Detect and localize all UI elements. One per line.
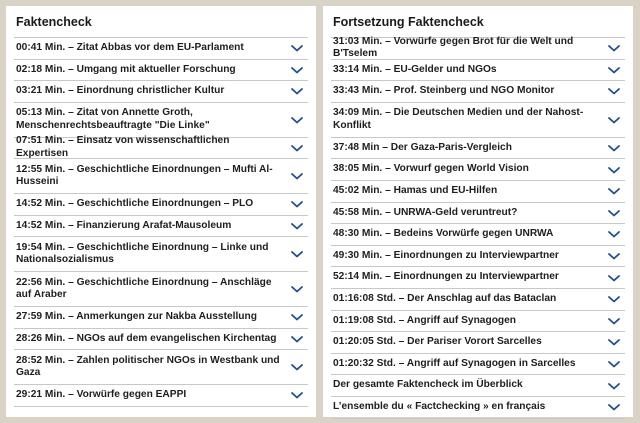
accordion-item-label: 01:20:05 Std. – Der Pariser Vorort Sarcelles	[333, 336, 542, 348]
accordion-item[interactable]	[331, 224, 625, 246]
accordion-item[interactable]	[331, 267, 625, 289]
accordion-item[interactable]	[331, 332, 625, 354]
accordion-item[interactable]	[331, 81, 625, 103]
accordion-item[interactable]	[331, 354, 625, 376]
accordion-item-label: 12:55 Min. – Geschichtliche Einordnungen – Mufti Al-Husseini	[16, 163, 273, 187]
accordion-item-label: 14:52 Min. – Finanzierung Arafat-Mausoleum	[16, 219, 232, 231]
accordion-item[interactable]	[14, 103, 308, 138]
chevron-down-icon[interactable]	[607, 208, 621, 218]
accordion-item[interactable]	[14, 237, 308, 272]
accordion-list	[14, 38, 308, 407]
chevron-down-icon[interactable]	[607, 186, 621, 196]
chevron-down-icon[interactable]	[290, 249, 304, 259]
accordion-item-label: 52:14 Min. – Einordnungen zu Interviewpartner	[333, 271, 559, 283]
accordion-item[interactable]	[331, 203, 625, 225]
fortsetzung-faktencheck-panel	[323, 6, 633, 417]
chevron-down-icon[interactable]	[607, 402, 621, 412]
chevron-down-icon[interactable]	[290, 43, 304, 53]
chevron-down-icon[interactable]	[290, 143, 304, 153]
accordion-item[interactable]	[14, 272, 308, 307]
accordion-item[interactable]	[14, 216, 308, 238]
accordion-item[interactable]	[14, 194, 308, 216]
chevron-down-icon[interactable]	[607, 43, 621, 53]
accordion-item[interactable]	[331, 181, 625, 203]
chevron-down-icon[interactable]	[607, 294, 621, 304]
accordion-item[interactable]	[331, 397, 625, 419]
chevron-down-icon[interactable]	[290, 312, 304, 322]
chevron-down-icon[interactable]	[290, 390, 304, 400]
accordion-item-label: 34:09 Min. – Die Deutschen Medien und der Nahost-Konflikt	[333, 107, 584, 131]
accordion-item-label: 00:41 Min. – Zitat Abbas vor dem EU-Parlament	[16, 42, 244, 53]
chevron-down-icon[interactable]	[607, 316, 621, 326]
accordion-item-label: 19:54 Min. – Geschichtliche Einordnung – Linke und Nationalsozialismus	[16, 241, 269, 265]
accordion-item[interactable]	[331, 246, 625, 268]
accordion-item-label: 28:26 Min. – NGOs auf dem evangelischen Kirchentag	[16, 332, 277, 344]
chevron-down-icon[interactable]	[290, 115, 304, 125]
panel-title: Faktencheck	[14, 10, 308, 38]
accordion-item-label: 01:19:08 Std. – Angriff auf Synagogen	[333, 314, 517, 326]
accordion-item-label: 31:03 Min. – Vorwürfe gegen Brot für die Welt und B'Tselem	[333, 35, 574, 60]
chevron-down-icon[interactable]	[607, 115, 621, 125]
accordion-item[interactable]	[14, 329, 308, 351]
chevron-down-icon[interactable]	[607, 337, 621, 347]
accordion-item[interactable]	[14, 159, 308, 194]
accordion-list	[331, 35, 625, 419]
chevron-down-icon[interactable]	[607, 381, 621, 391]
accordion-item-label: L’ensemble du « Factchecking » en français	[333, 400, 546, 412]
chevron-down-icon[interactable]	[607, 359, 621, 369]
accordion-item[interactable]	[14, 307, 308, 329]
faktencheck-panel	[6, 6, 316, 417]
chevron-down-icon[interactable]	[290, 334, 304, 344]
accordion-item-label: 33:14 Min. – EU-Gelder und NGOs	[333, 63, 497, 75]
accordion-item-label: 28:52 Min. – Zahlen politischer NGOs in Westbank und Gaza	[16, 354, 280, 378]
chevron-down-icon[interactable]	[607, 86, 621, 96]
accordion-item-label: 45:58 Min. – UNRWA-Geld veruntreut?	[333, 206, 518, 218]
chevron-down-icon[interactable]	[290, 199, 304, 209]
accordion-item-label: 45:02 Min. – Hamas und EU-Hilfen	[333, 185, 498, 197]
accordion-item-label: 02:18 Min. – Umgang mit aktueller Forschung	[16, 63, 236, 75]
accordion-item-label: 14:52 Min. – Geschichtliche Einordnungen – PLO	[16, 198, 254, 209]
accordion-item[interactable]	[14, 38, 308, 60]
accordion-item[interactable]	[14, 350, 308, 385]
chevron-down-icon[interactable]	[290, 221, 304, 231]
chevron-down-icon[interactable]	[607, 165, 621, 175]
accordion-item-label: 49:30 Min. – Einordnungen zu Interviewpartner	[333, 249, 559, 261]
chevron-down-icon[interactable]	[607, 229, 621, 239]
accordion-item-label: 03:21 Min. – Einordnung christlicher Kultur	[16, 85, 225, 96]
chevron-down-icon[interactable]	[290, 171, 304, 181]
accordion-item-label: 29:21 Min. – Vorwürfe gegen EAPPI	[16, 389, 187, 400]
accordion-item-label: 33:43 Min. – Prof. Steinberg und NGO Monitor	[333, 85, 555, 97]
panel-title: Fortsetzung Faktencheck	[331, 10, 625, 38]
accordion-item[interactable]	[331, 159, 625, 181]
accordion-item-label: Der gesamte Faktencheck im Überblick	[333, 379, 523, 391]
accordion-item-label: 48:30 Min. – Bedeins Vorwürfe gegen UNRWA	[333, 228, 554, 240]
accordion-item[interactable]	[14, 135, 308, 160]
accordion-item[interactable]	[331, 311, 625, 333]
chevron-down-icon[interactable]	[290, 86, 304, 96]
accordion-item-label: 22:56 Min. – Geschichtliche Einordnung – Anschläge auf Araber	[16, 276, 272, 300]
accordion-item[interactable]	[331, 35, 625, 60]
chevron-down-icon[interactable]	[607, 251, 621, 261]
accordion-item[interactable]	[331, 375, 625, 397]
chevron-down-icon[interactable]	[607, 65, 621, 75]
accordion-item-label: 37:48 Min – Der Gaza-Paris-Vergleich	[333, 141, 512, 153]
chevron-down-icon[interactable]	[290, 362, 304, 372]
accordion-item-label: 27:59 Min. – Anmerkungen zur Nakba Ausstellung	[16, 311, 257, 322]
accordion-item[interactable]	[331, 289, 625, 311]
accordion-item-label: 01:16:08 Std. – Der Anschlag auf das Bataclan	[333, 292, 557, 304]
accordion-item-label: 01:20:32 Std. – Angriff auf Synagogen in Sarcelles	[333, 357, 576, 369]
chevron-down-icon[interactable]	[290, 284, 304, 294]
accordion-item[interactable]	[14, 60, 308, 82]
accordion-item-label: 07:51 Min. – Einsatz von wissenschaftlichen Expertisen	[16, 135, 230, 159]
accordion-item[interactable]	[331, 138, 625, 160]
accordion-item[interactable]	[331, 60, 625, 82]
accordion-item[interactable]	[14, 81, 308, 103]
accordion-item-label: 38:05 Min. – Vorwurf gegen World Vision	[333, 163, 529, 175]
chevron-down-icon[interactable]	[607, 143, 621, 153]
accordion-item-label: 05:13 Min. – Zitat von Annette Groth, Menschenrechtsbeauftragte "Die Linke"	[16, 107, 210, 131]
chevron-down-icon[interactable]	[290, 65, 304, 75]
chevron-down-icon[interactable]	[607, 273, 621, 283]
accordion-item[interactable]	[331, 103, 625, 138]
accordion-item[interactable]	[14, 385, 308, 407]
